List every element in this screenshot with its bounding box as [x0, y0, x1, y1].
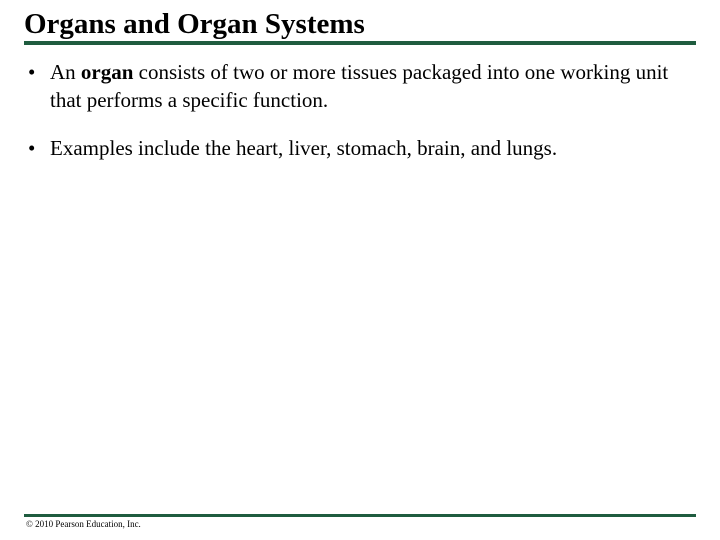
- bullet-text-prefix: An: [50, 60, 81, 84]
- bullet-text: Examples include the heart, liver, stomach, brain, and lungs.: [50, 136, 558, 160]
- slide-title: Organs and Organ Systems: [24, 8, 365, 40]
- footer-divider: [24, 514, 696, 517]
- bullet-list: [24, 58, 696, 182]
- bullet-text-rest: consists of two or more tissues packaged into one working unit that performs a specific function.: [50, 60, 669, 112]
- bullet-marker: •: [28, 136, 36, 160]
- bold-term-organ: organ: [80, 60, 134, 84]
- title-divider: [24, 41, 696, 45]
- copyright-footer: © 2010 Pearson Education, Inc.: [26, 519, 141, 529]
- bullet-item-organ-definition: [24, 58, 696, 114]
- bullet-item-examples: [24, 134, 696, 162]
- bullet-marker: •: [28, 60, 36, 84]
